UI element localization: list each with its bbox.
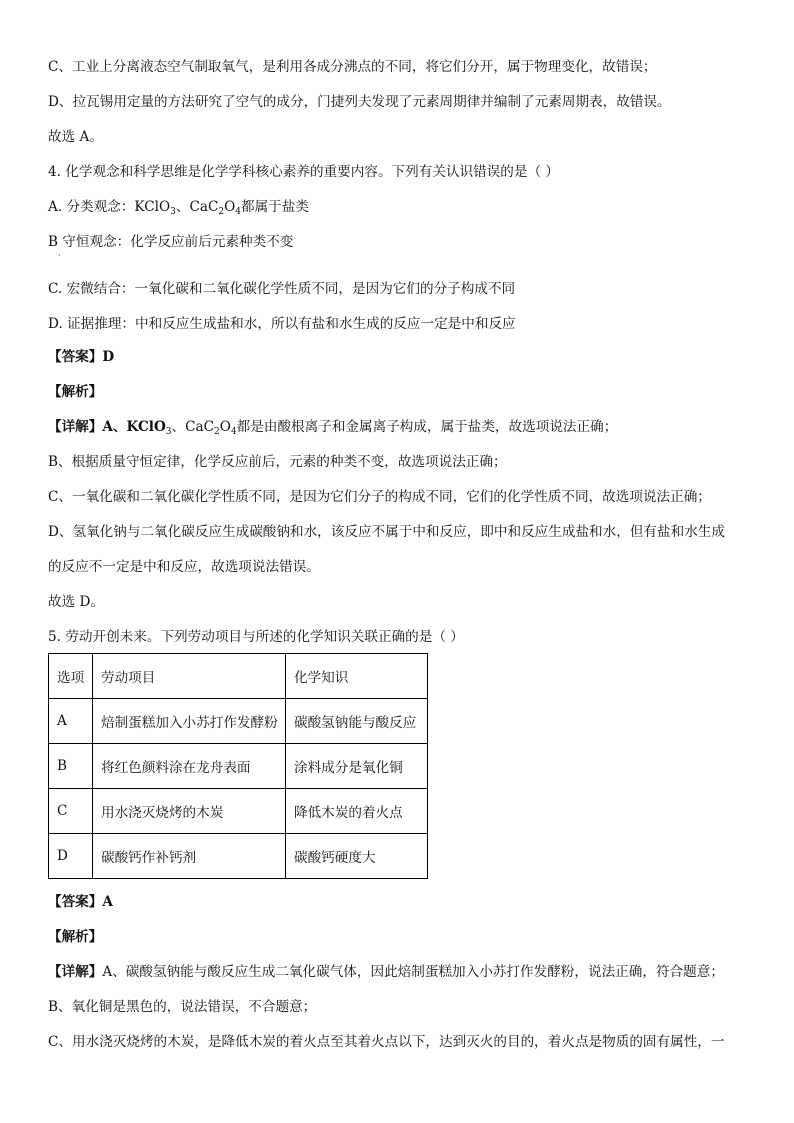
question-5-table: [48, 653, 428, 879]
analysis-label: 【解析】: [48, 929, 103, 945]
table-row: [49, 789, 428, 834]
explanation-line: C、一氧化碳和二氧化碳化学性质不同，是因为它们分子的构成不同，它们的化学性质不同，故选项说法正确；: [48, 489, 711, 505]
table-cell: 将红色颜料涂在龙舟表面: [93, 744, 286, 789]
explanation-line: B、根据质量守恒定律，化学反应前后，元素的种类不变，故选项说法正确；: [48, 454, 507, 470]
table-cell: 碳酸钙作补钙剂: [93, 834, 286, 879]
answer-label: 【答案】A: [48, 894, 113, 910]
table-row: [49, 744, 428, 789]
explanation-line: 的反应不一定是中和反应，故选项说法错误。: [48, 559, 320, 575]
table-cell: A: [49, 699, 93, 744]
table-cell: C: [49, 789, 93, 834]
text-line: C、工业上分离液态空气制取氧气，是利用各成分沸点的不同，将它们分开，属于物理变化，故错误；: [48, 59, 657, 75]
table-cell: 碳酸钙硬度大: [286, 834, 428, 879]
table-cell: D: [49, 834, 93, 879]
table-row: [49, 834, 428, 879]
answer-label: 【答案】D: [48, 349, 115, 365]
table-row: [49, 699, 428, 744]
table-cell: 涂料成分是氧化铜: [286, 744, 428, 789]
table-cell: 降低木炭的着火点: [286, 789, 428, 834]
table-header-cell: 选项: [49, 654, 93, 699]
explanation-line: D、氢氧化钠与二氧化碳反应生成碳酸钠和水，该反应不属于中和反应，即中和反应生成盐和水，但有盐和水生成: [48, 524, 725, 540]
text-line: 故选 A。: [48, 129, 103, 145]
stray-dot: ·: [58, 251, 61, 260]
text-line: 故选 D。: [48, 594, 105, 610]
question-4-option-c: C. 宏微结合：一氧化碳和二氧化碳化学性质不同，是因为它们的分子构成不同: [48, 281, 516, 297]
table-header-cell: 劳动项目: [93, 654, 286, 699]
text-line: D、拉瓦锡用定量的方法研究了空气的成分，门捷列夫发现了元素周期律并编制了元素周期表，故错误。: [48, 94, 671, 110]
question-4-option-d: D. 证据推理：中和反应生成盐和水，所以有盐和水生成的反应一定是中和反应: [48, 316, 516, 332]
question-5-stem: 5. 劳动开创未来。下列劳动项目与所述的化学知识关联正确的是（ ）: [48, 629, 464, 645]
analysis-label: 【解析】: [48, 384, 103, 400]
detail-text: A、碳酸氢钠能与酸反应生成二氧化碳气体，因此焙制蛋糕加入小苏打作发酵粉，说法正确，符合题意；: [102, 964, 724, 980]
detail-label: 【详解】: [48, 964, 103, 980]
question-4-option-a: A. 分类观念：KClO$_3$、$CaC_2O_4$都属于盐类: [48, 199, 309, 217]
table-cell: B: [49, 744, 93, 789]
explanation-line: 【详解】A、KClO$_3$、$CaC_2O_4$都是由酸根离子和金属离子构成，属于盐类，故选项说法正确；: [48, 419, 618, 437]
question-4-option-b: B 守恒观念：化学反应前后元素种类不变: [48, 234, 294, 250]
question-4-stem: 4. 化学观念和科学思维是化学学科核心素养的重要内容。下列有关认识错误的是（ ）: [48, 164, 559, 180]
table-cell: 用水浇灭烧烤的木炭: [93, 789, 286, 834]
table-header-row: [49, 654, 428, 699]
explanation-line: [48, 963, 724, 981]
table-cell: 碳酸氢钠能与酸反应: [286, 699, 428, 744]
table-cell: 焙制蛋糕加入小苏打作发酵粉: [93, 699, 286, 744]
table-header-cell: 化学知识: [286, 654, 428, 699]
explanation-line: B、氧化铜是黑色的，说法错误，不合题意；: [48, 999, 317, 1015]
explanation-line: C、用水浇灭烧烤的木炭，是降低木炭的着火点至其着火点以下，达到灭火的目的，着火点是物质的固有属性，一: [48, 1034, 725, 1050]
